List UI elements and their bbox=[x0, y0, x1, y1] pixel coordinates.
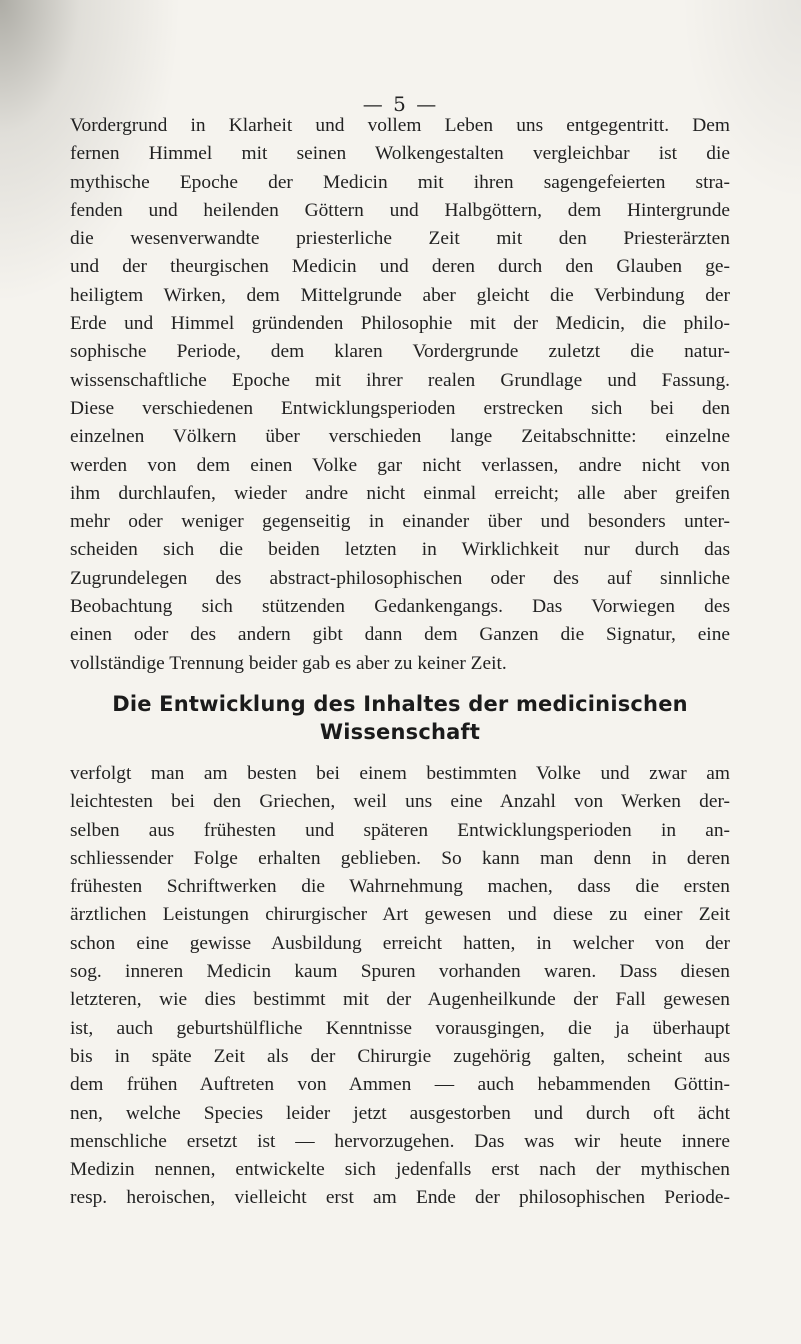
text-line: menschliche ersetzt ist — hervorzugehen. Das was wir heute innere bbox=[70, 1130, 730, 1152]
section-heading bbox=[70, 690, 730, 746]
paragraph-2 bbox=[70, 760, 730, 1213]
paragraph-1 bbox=[70, 112, 730, 678]
text-line: fernen Himmel mit seinen Wolkengestalten vergleichbar ist die bbox=[70, 143, 730, 165]
text-line: werden von dem einen Volke gar nicht verlassen, andre nicht von bbox=[70, 454, 730, 476]
text-line: ärztlichen Leistungen chirurgischer Art gewesen und diese zu einer Zeit bbox=[70, 904, 730, 926]
text-line: fenden und heilenden Göttern und Halbgöttern, dem Hintergrunde bbox=[70, 199, 730, 221]
text-line: schliessender Folge erhalten geblieben. So kann man denn in deren bbox=[70, 847, 730, 869]
text-line: Vordergrund in Klarheit und vollem Leben uns entgegentritt. Dem bbox=[70, 115, 730, 136]
text-line: scheiden sich die beiden letzten in Wirklichkeit nur durch das bbox=[70, 539, 730, 561]
heading-line-2: Wissenschaft bbox=[319, 720, 481, 744]
text-line: selben aus frühesten und späteren Entwicklungsperioden in an- bbox=[70, 819, 730, 841]
text-line: heiligtem Wirken, dem Mittelgrunde aber gleicht die Verbindung der bbox=[70, 284, 730, 306]
text-line: und der theurgischen Medicin und deren durch den Glauben ge- bbox=[70, 256, 730, 278]
text-line: letzteren, wie dies bestimmt mit der Augenheilkunde der Fall gewesen bbox=[70, 989, 730, 1011]
text-line: Zugrundelegen des abstract-philosophischen oder des auf sinnliche bbox=[70, 567, 730, 589]
text-line: wissenschaftliche Epoche mit ihrer realen Grundlage und Fassung. bbox=[70, 369, 730, 391]
text-line: einen oder des andern gibt dann dem Ganzen die Signatur, eine bbox=[70, 624, 730, 646]
text-line: nen, welche Species leider jetzt ausgestorben und durch oft ächt bbox=[70, 1102, 730, 1124]
text-line: schon eine gewisse Ausbildung erreicht hatten, in welcher von der bbox=[70, 932, 730, 954]
text-line: resp. heroischen, vielleicht erst am Ende der philosophischen Periode- bbox=[70, 1187, 730, 1209]
text-line: Medizin nennen, entwickelte sich jedenfalls erst nach der mythischen bbox=[70, 1159, 730, 1181]
text-line: die wesenverwandte priesterliche Zeit mit den Priesterärzten bbox=[70, 228, 730, 250]
text-line: mythische Epoche der Medicin mit ihren sagengefeierten stra- bbox=[70, 171, 730, 193]
text-line: frühesten Schriftwerken die Wahrnehmung machen, dass die ersten bbox=[70, 876, 730, 898]
text-line: vollständige Trennung beider gab es aber zu keiner Zeit. bbox=[70, 652, 507, 674]
text-line: Diese verschiedenen Entwicklungsperioden erstrecken sich bei den bbox=[70, 397, 730, 419]
heading-line-1: Die Entwicklung des Inhaltes der medicinischen bbox=[112, 692, 688, 716]
text-line: einzelnen Völkern über verschieden lange Zeitabschnitte: einzelne bbox=[70, 426, 730, 448]
text-line: dem frühen Auftreten von Ammen — auch hebammenden Göttin- bbox=[70, 1074, 730, 1096]
text-line: Erde und Himmel gründenden Philosophie mit der Medicin, die philo- bbox=[70, 313, 730, 335]
text-line: mehr oder weniger gegenseitig in einander über und besonders unter- bbox=[70, 511, 730, 533]
text-line: sophische Periode, dem klaren Vordergrunde zuletzt die natur- bbox=[70, 341, 730, 363]
text-line: ist, auch geburtshülfliche Kenntnisse vorausgingen, die ja überhaupt bbox=[70, 1017, 730, 1039]
text-line: Beobachtung sich stützenden Gedankengangs. Das Vorwiegen des bbox=[70, 596, 730, 618]
text-line: leichtesten bei den Griechen, weil uns eine Anzahl von Werken der- bbox=[70, 791, 730, 813]
text-line: verfolgt man am besten bei einem bestimmten Volke und zwar am bbox=[70, 763, 730, 784]
text-line: ihm durchlaufen, wieder andre nicht einmal erreicht; alle aber greifen bbox=[70, 482, 730, 504]
page-number: — 5 — bbox=[362, 92, 439, 116]
text-line: sog. inneren Medicin kaum Spuren vorhanden waren. Dass diesen bbox=[70, 961, 730, 983]
text-line: bis in späte Zeit als der Chirurgie zugehörig galten, scheint aus bbox=[70, 1045, 730, 1067]
